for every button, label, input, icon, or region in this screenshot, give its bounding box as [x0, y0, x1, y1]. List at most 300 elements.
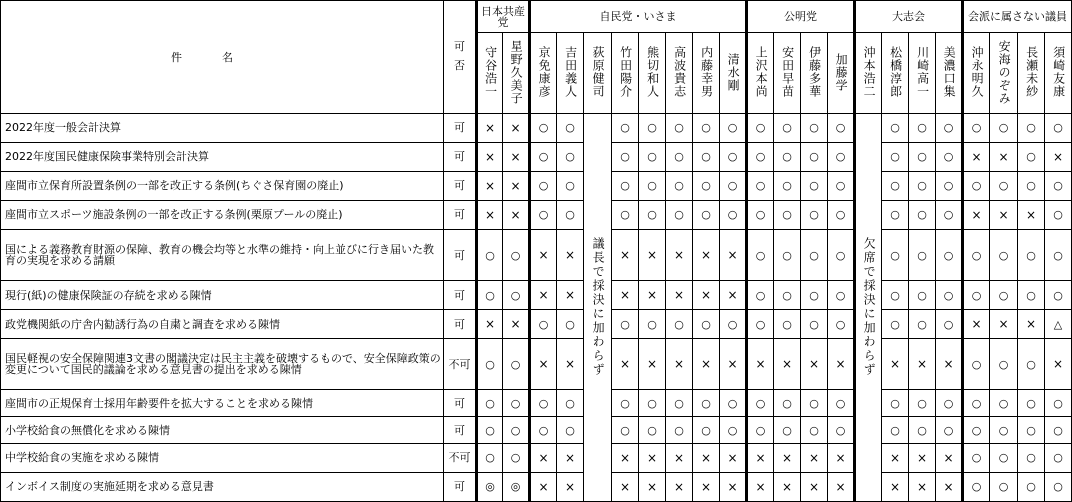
vote-cell: ○	[909, 417, 936, 444]
vote-cell: ○	[639, 142, 666, 171]
vote-cell: ○	[747, 310, 774, 339]
table-row	[1, 417, 1072, 444]
vote-cell: ○	[801, 417, 828, 444]
vote-cell: ○	[801, 200, 828, 229]
item-name: 国による義務教育財源の保障、教育の機会均等と水準の維持・向上並びに行き届いた教育の実現を求める請願	[1, 229, 444, 280]
vote-cell: ○	[801, 229, 828, 280]
member-name: 沖本浩二	[862, 46, 877, 98]
vote-cell: ○	[477, 339, 503, 390]
table-row	[1, 229, 1072, 280]
member-name: 安田早苗	[780, 46, 795, 98]
vote-cell: ○	[828, 200, 855, 229]
table-row	[1, 142, 1072, 171]
vote-cell: ○	[1018, 390, 1045, 417]
item-name: 現行(紙)の健康保険証の存続を求める陳情	[1, 281, 444, 310]
vote-cell: ×	[477, 310, 503, 339]
party-header: 自民党・いさま	[530, 1, 747, 33]
member-name-header	[774, 33, 801, 114]
vote-cell: ○	[963, 281, 990, 310]
item-column-header-label: 件名	[171, 50, 273, 64]
vote-cell: ×	[882, 443, 909, 472]
item-name: インボイス制度の実施延期を求める意見書	[1, 472, 444, 501]
vote-cell: ○	[909, 171, 936, 200]
vote-cell: ○	[693, 390, 720, 417]
vote-cell: ○	[990, 390, 1018, 417]
vote-cell: ○	[477, 390, 503, 417]
vote-cell: ○	[882, 114, 909, 143]
vote-cell: ○	[828, 390, 855, 417]
vote-cell: ○	[639, 171, 666, 200]
vote-cell: ○	[747, 142, 774, 171]
vote-cell: ○	[1018, 472, 1045, 501]
vote-cell: ○	[828, 281, 855, 310]
member-name: 上沢本尚	[754, 46, 769, 98]
item-name: 中学校給食の実施を求める陳情	[1, 443, 444, 472]
result-column-header	[444, 1, 477, 114]
vote-cell: ○	[747, 390, 774, 417]
vote-cell: ○	[909, 142, 936, 171]
vote-cell: ○	[477, 229, 503, 280]
vote-cell: ○	[990, 443, 1018, 472]
vote-cell: ○	[801, 142, 828, 171]
vote-cell: ○	[882, 417, 909, 444]
member-name: 竹田陽介	[618, 46, 633, 98]
result-cell: 不可	[444, 339, 477, 390]
vote-cell: ○	[936, 281, 963, 310]
vote-cell: ×	[1045, 339, 1072, 390]
vote-cell: ×	[666, 339, 693, 390]
vote-cell: ○	[747, 281, 774, 310]
member-name: 荻原健司	[591, 46, 606, 98]
vote-cell: ×	[612, 472, 639, 501]
vote-cell: ○	[1018, 142, 1045, 171]
vote-cell: ×	[909, 339, 936, 390]
vote-cell: ○	[963, 417, 990, 444]
result-cell: 可	[444, 390, 477, 417]
vote-cell: ○	[828, 171, 855, 200]
vote-cell: ○	[801, 390, 828, 417]
member-name-header	[666, 33, 693, 114]
result-column-header-label: 可否	[454, 40, 465, 72]
result-cell: 可	[444, 171, 477, 200]
table-row	[1, 472, 1072, 501]
party-header: 公明党	[747, 1, 855, 33]
vote-cell: ○	[990, 339, 1018, 390]
member-name-header	[557, 33, 584, 114]
vote-cell: ×	[990, 142, 1018, 171]
vote-cell: ○	[774, 417, 801, 444]
vote-cell: ○	[882, 390, 909, 417]
member-name-header	[1018, 33, 1045, 114]
vote-cell: ×	[612, 229, 639, 280]
chair-note	[584, 114, 612, 502]
vote-cell: ×	[693, 443, 720, 472]
member-name: 加藤学	[834, 52, 849, 92]
member-name: 守谷浩一	[483, 46, 498, 98]
vote-cell: ×	[936, 443, 963, 472]
vote-cell: ×	[612, 443, 639, 472]
member-name: 高波貴志	[672, 46, 687, 98]
vote-cell: ○	[666, 200, 693, 229]
member-name: 京免康彦	[537, 46, 552, 98]
vote-cell: ×	[503, 114, 530, 143]
vote-cell: ○	[1018, 229, 1045, 280]
vote-cell: ○	[720, 310, 747, 339]
vote-cell: ○	[936, 229, 963, 280]
vote-cell: ○	[963, 390, 990, 417]
result-cell: 可	[444, 310, 477, 339]
vote-cell: ○	[774, 200, 801, 229]
vote-cell: ×	[774, 472, 801, 501]
vote-cell: ○	[963, 472, 990, 501]
vote-cell: ×	[693, 229, 720, 280]
vote-cell: ×	[639, 339, 666, 390]
vote-cell: ×	[828, 472, 855, 501]
vote-cell: ×	[557, 443, 584, 472]
vote-cell: ×	[477, 171, 503, 200]
vote-cell: ○	[612, 310, 639, 339]
vote-cell: ○	[693, 417, 720, 444]
member-name-header	[855, 33, 882, 114]
vote-cell: ×	[503, 171, 530, 200]
member-name-header	[1045, 33, 1072, 114]
vote-cell: ○	[639, 114, 666, 143]
vote-cell: ○	[503, 443, 530, 472]
result-cell: 可	[444, 417, 477, 444]
vote-cell: ○	[909, 229, 936, 280]
table-row	[1, 200, 1072, 229]
item-name: 政党機関紙の庁舎内勧誘行為の自粛と調査を求める陳情	[1, 310, 444, 339]
vote-cell: ○	[990, 417, 1018, 444]
vote-cell: ×	[801, 472, 828, 501]
member-name: 須崎友康	[1051, 46, 1066, 98]
vote-cell: ○	[1045, 229, 1072, 280]
vote-cell: ○	[557, 390, 584, 417]
vote-cell: ○	[882, 310, 909, 339]
vote-cell: ○	[1045, 200, 1072, 229]
vote-cell: ○	[909, 310, 936, 339]
result-cell: 可	[444, 200, 477, 229]
member-name: 清水剛	[726, 52, 741, 92]
vote-cell: ×	[747, 339, 774, 390]
party-header: 日本共産党	[477, 1, 530, 33]
vote-cell: ×	[801, 339, 828, 390]
vote-cell: ○	[1018, 281, 1045, 310]
result-cell: 可	[444, 281, 477, 310]
vote-cell: ×	[612, 339, 639, 390]
vote-cell: ○	[720, 390, 747, 417]
vote-cell: ×	[666, 281, 693, 310]
vote-cell: ○	[639, 200, 666, 229]
vote-cell: ○	[909, 390, 936, 417]
vote-cell: ○	[1045, 281, 1072, 310]
member-name-header	[530, 33, 557, 114]
vote-cell: ×	[747, 472, 774, 501]
vote-cell: ×	[1018, 310, 1045, 339]
vote-cell: ○	[963, 114, 990, 143]
vote-cell: ○	[503, 281, 530, 310]
table-body	[1, 114, 1072, 502]
vote-cell: ○	[882, 142, 909, 171]
result-cell: 可	[444, 472, 477, 501]
member-name: 長瀬未紗	[1024, 46, 1039, 98]
vote-cell: ○	[530, 171, 557, 200]
vote-cell: ○	[666, 114, 693, 143]
vote-cell: ○	[990, 472, 1018, 501]
vote-cell: ○	[963, 171, 990, 200]
vote-cell: ○	[936, 310, 963, 339]
vote-cell: ○	[801, 114, 828, 143]
result-cell: 可	[444, 229, 477, 280]
vote-cell: ○	[557, 171, 584, 200]
vote-cell: ×	[963, 310, 990, 339]
party-header-row	[1, 1, 1072, 33]
vote-cell: ×	[909, 472, 936, 501]
vote-cell: ○	[1045, 472, 1072, 501]
vote-cell: ×	[557, 229, 584, 280]
vote-cell: ×	[990, 310, 1018, 339]
member-name-header	[801, 33, 828, 114]
vote-cell: ○	[530, 417, 557, 444]
member-name-header	[909, 33, 936, 114]
vote-cell: ○	[1018, 417, 1045, 444]
item-name: 2022年度国民健康保険事業特別会計決算	[1, 142, 444, 171]
member-name-header	[720, 33, 747, 114]
vote-cell: △	[1045, 310, 1072, 339]
member-name: 川崎高一	[915, 46, 930, 98]
vote-cell: ○	[828, 310, 855, 339]
vote-cell: ×	[530, 472, 557, 501]
vote-cell: ○	[963, 443, 990, 472]
vote-cell: ○	[774, 281, 801, 310]
vote-cell: ○	[774, 390, 801, 417]
vote-cell: ×	[936, 472, 963, 501]
vote-cell: ○	[693, 142, 720, 171]
vote-cell: ×	[612, 281, 639, 310]
vote-cell: ×	[639, 229, 666, 280]
vote-cell: ○	[666, 390, 693, 417]
vote-cell: ○	[747, 200, 774, 229]
absent-note-text: 欠席で採決に加わらず	[862, 236, 877, 377]
vote-cell: ○	[909, 281, 936, 310]
table-header	[1, 1, 1072, 114]
vote-cell: ○	[990, 281, 1018, 310]
vote-cell: ○	[693, 171, 720, 200]
member-name-header	[990, 33, 1018, 114]
member-name: 星野久美子	[509, 39, 524, 105]
vote-cell: ○	[557, 417, 584, 444]
vote-cell: ○	[612, 390, 639, 417]
member-name: 内藤幸男	[699, 46, 714, 98]
vote-cell: ○	[801, 281, 828, 310]
vote-cell: ×	[720, 472, 747, 501]
member-name: 吉田義人	[563, 46, 578, 98]
item-name: 座間市立保育所設置条例の一部を改正する条例(ちぐさ保育園の廃止)	[1, 171, 444, 200]
vote-cell: ○	[666, 142, 693, 171]
vote-cell: ×	[909, 443, 936, 472]
absent-note	[855, 114, 882, 502]
vote-cell: ○	[530, 114, 557, 143]
member-name-header	[936, 33, 963, 114]
vote-cell: ○	[774, 310, 801, 339]
member-name-header	[828, 33, 855, 114]
vote-cell: ○	[1045, 171, 1072, 200]
vote-cell: ×	[936, 339, 963, 390]
vote-cell: ○	[936, 417, 963, 444]
vote-cell: ○	[503, 417, 530, 444]
vote-cell: ○	[828, 142, 855, 171]
member-name-header	[963, 33, 990, 114]
result-cell: 可	[444, 114, 477, 143]
table-row	[1, 114, 1072, 143]
vote-cell: ○	[1018, 114, 1045, 143]
vote-cell: ×	[1045, 142, 1072, 171]
vote-cell: ×	[639, 472, 666, 501]
vote-cell: ×	[693, 472, 720, 501]
item-name: 国民軽視の安全保障関連3文書の閣議決定は民主主義を破壊するもので、安全保障政策の変更について国民的議論を求める意見書の提出を求める陳情	[1, 339, 444, 390]
member-name: 伊藤多華	[807, 46, 822, 98]
vote-cell: ○	[530, 310, 557, 339]
vote-cell: ×	[720, 339, 747, 390]
vote-cell: ×	[693, 281, 720, 310]
vote-cell: ○	[720, 142, 747, 171]
item-name: 2022年度一般会計決算	[1, 114, 444, 143]
vote-cell: ○	[936, 171, 963, 200]
vote-cell: ○	[936, 142, 963, 171]
vote-cell: ○	[747, 229, 774, 280]
vote-cell: ○	[612, 417, 639, 444]
vote-cell: ○	[720, 417, 747, 444]
vote-cell: ○	[774, 229, 801, 280]
table-row	[1, 390, 1072, 417]
vote-cell: ○	[990, 114, 1018, 143]
member-name-header	[747, 33, 774, 114]
table-row	[1, 310, 1072, 339]
member-name-header	[882, 33, 909, 114]
vote-cell: ○	[477, 443, 503, 472]
vote-cell: ×	[530, 339, 557, 390]
vote-cell: ○	[747, 114, 774, 143]
vote-cell: ×	[503, 200, 530, 229]
item-column-header	[1, 1, 444, 114]
vote-cell: ○	[612, 171, 639, 200]
vote-cell: ○	[936, 200, 963, 229]
member-name: 松橋淳郎	[888, 46, 903, 98]
member-name-header	[584, 33, 612, 114]
vote-cell: ○	[774, 114, 801, 143]
vote-cell: ○	[909, 200, 936, 229]
vote-cell: ○	[1045, 417, 1072, 444]
vote-cell: ×	[882, 472, 909, 501]
vote-cell: ×	[666, 472, 693, 501]
vote-cell: ○	[503, 339, 530, 390]
vote-cell: ○	[990, 229, 1018, 280]
vote-cell: ○	[774, 171, 801, 200]
vote-cell: ○	[801, 171, 828, 200]
vote-cell: ○	[612, 114, 639, 143]
member-name: 美濃口集	[942, 46, 957, 98]
vote-cell: ○	[693, 310, 720, 339]
vote-cell: ○	[693, 200, 720, 229]
vote-cell: ◎	[477, 472, 503, 501]
vote-cell: ×	[828, 339, 855, 390]
vote-cell: ○	[639, 390, 666, 417]
vote-cell: ○	[747, 417, 774, 444]
party-header: 会派に属さない議員	[963, 1, 1072, 33]
vote-cell: ○	[612, 200, 639, 229]
vote-cell: ×	[530, 229, 557, 280]
vote-cell: ×	[666, 443, 693, 472]
vote-cell: ×	[693, 339, 720, 390]
vote-cell: ○	[747, 171, 774, 200]
vote-cell: ×	[503, 310, 530, 339]
vote-cell: ○	[882, 200, 909, 229]
vote-cell: ○	[1045, 443, 1072, 472]
vote-cell: ×	[720, 229, 747, 280]
vote-cell: ○	[639, 417, 666, 444]
vote-cell: ○	[801, 310, 828, 339]
vote-cell: ○	[936, 390, 963, 417]
member-name-header	[693, 33, 720, 114]
vote-cell: ×	[882, 339, 909, 390]
vote-cell: ○	[557, 114, 584, 143]
vote-cell: ○	[639, 310, 666, 339]
vote-cell: ×	[666, 229, 693, 280]
member-name: 沖永明久	[970, 46, 985, 98]
vote-cell: ×	[801, 443, 828, 472]
item-name: 座間市の正規保育士採用年齢要件を拡大することを求める陳情	[1, 390, 444, 417]
vote-cell: ×	[477, 200, 503, 229]
vote-cell: ×	[477, 114, 503, 143]
vote-cell: ○	[963, 229, 990, 280]
vote-cell: ○	[990, 171, 1018, 200]
vote-cell: ○	[882, 281, 909, 310]
vote-cell: ×	[990, 200, 1018, 229]
vote-cell: ○	[1045, 390, 1072, 417]
member-name: 安海のぞみ	[997, 39, 1012, 105]
vote-cell: ×	[747, 443, 774, 472]
member-name-header	[477, 33, 503, 114]
vote-cell: ○	[1045, 114, 1072, 143]
vote-cell: ×	[639, 281, 666, 310]
vote-cell: ○	[477, 281, 503, 310]
table-row	[1, 443, 1072, 472]
vote-cell: ○	[882, 229, 909, 280]
vote-cell: ×	[557, 339, 584, 390]
vote-cell: ○	[557, 200, 584, 229]
member-name-header	[503, 33, 530, 114]
vote-cell: ○	[1018, 171, 1045, 200]
vote-cell: ○	[1018, 339, 1045, 390]
vote-cell: ○	[666, 417, 693, 444]
vote-cell: ○	[936, 114, 963, 143]
vote-cell: ○	[909, 114, 936, 143]
vote-cell: ○	[828, 417, 855, 444]
vote-cell: ×	[503, 142, 530, 171]
vote-cell: ○	[557, 142, 584, 171]
result-cell: 可	[444, 142, 477, 171]
vote-cell: ○	[530, 390, 557, 417]
vote-cell: ○	[693, 114, 720, 143]
vote-cell: ×	[530, 443, 557, 472]
vote-cell: ×	[720, 443, 747, 472]
member-name-header	[612, 33, 639, 114]
vote-cell: ○	[882, 171, 909, 200]
vote-cell: ○	[530, 200, 557, 229]
item-name: 座間市立スポーツ施設条例の一部を改正する条例(栗原プールの廃止)	[1, 200, 444, 229]
member-name-header	[639, 33, 666, 114]
vote-cell: ○	[477, 417, 503, 444]
